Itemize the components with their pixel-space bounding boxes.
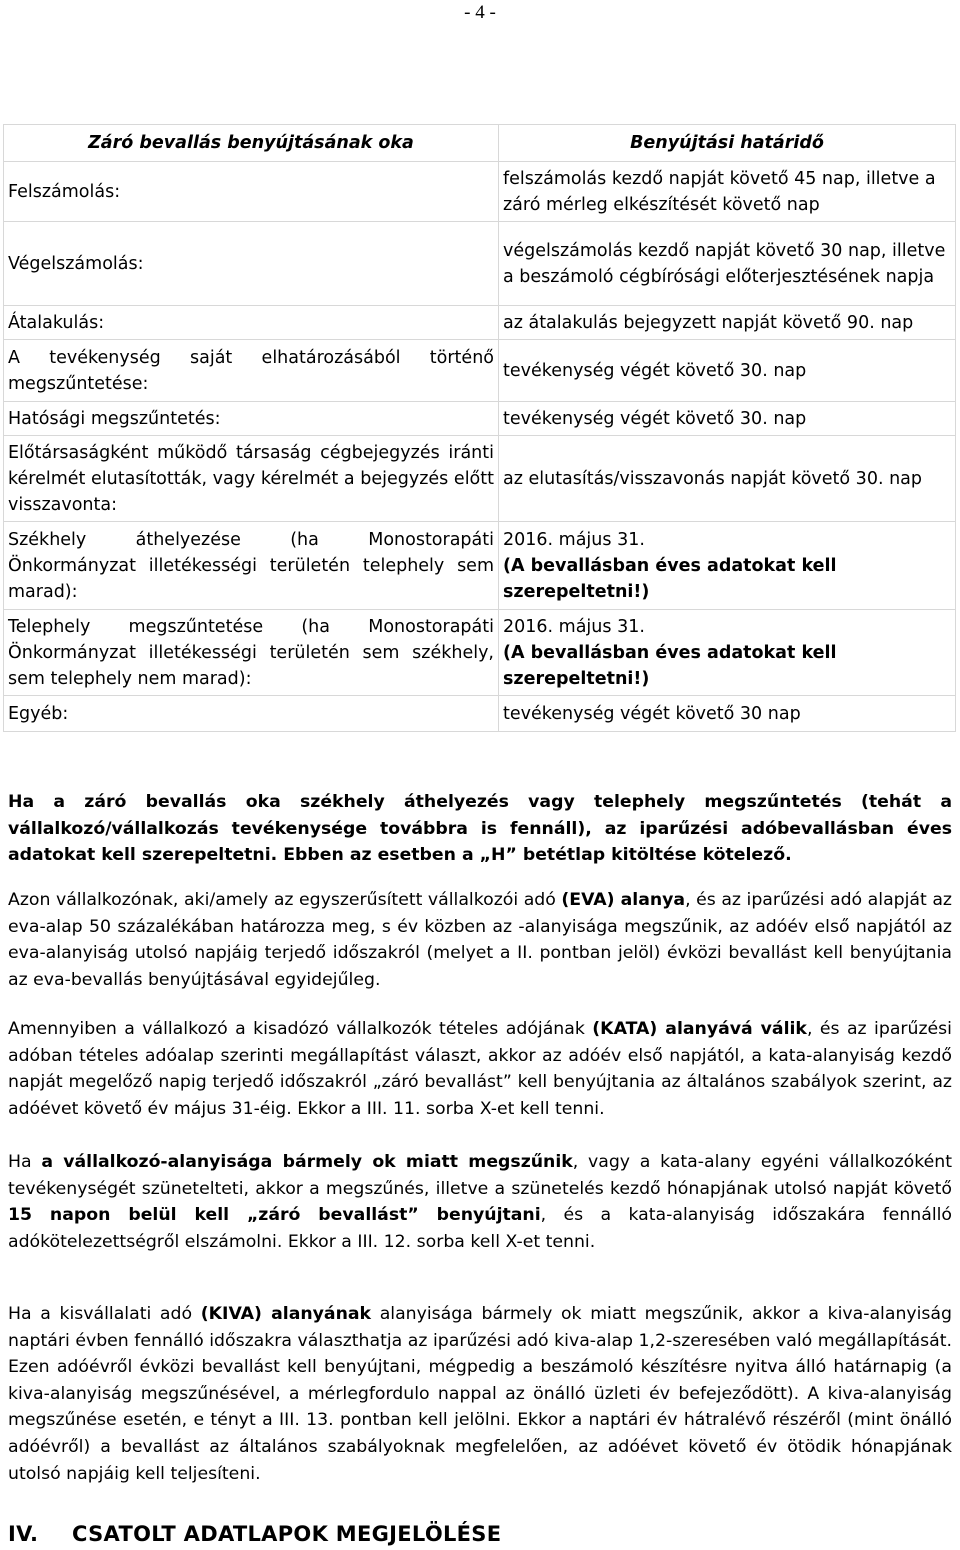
reason-cell: Előtársaságként működő társaság cégbejegyzés iránti kérelmét elutasították, vagy kérelmét a bejegyzés előtt visszavonta: <box>4 436 499 522</box>
paragraph-kiva <box>8 1301 952 1487</box>
table-row <box>4 402 956 436</box>
reason-cell: Felszámolás: <box>4 162 499 222</box>
paragraph-text: Azon vállalkozónak, aki/amely az egyszerűsített vállalkozói adó <box>8 890 562 910</box>
table-row <box>4 306 956 340</box>
deadline-cell: végelszámolás kezdő napját követő 30 nap, illetve a beszámoló cégbírósági előterjesztésének napja <box>499 222 956 306</box>
paragraph-text: , és az iparűzési adóban tételes adóalap szerinti megállapítást választ, akkor az adóév első napjától, a kata-alanyiság kezdő napját megelőző napig terjedő időszakról „záró bevallást” kell benyújtania az általános szabályok szerint, az adóévet követő év május 31-éig. Ekkor a III. 11. sorba X-et kell tenni. <box>8 1019 952 1119</box>
table-row <box>4 522 956 610</box>
deadline-note: (A bevallásban éves adatokat kell szerepeltetni!) <box>503 642 837 689</box>
deadline-date: 2016. május 31. <box>503 616 645 637</box>
deadline-cell: felszámolás kezdő napját követő 45 nap, illetve a záró mérleg elkészítését követő nap <box>499 162 956 222</box>
section-number: IV. <box>8 1522 39 1546</box>
deadline-table <box>3 124 956 732</box>
deadline-cell <box>499 522 956 610</box>
paragraph-bold: (KIVA) alanyának <box>200 1304 372 1324</box>
paragraph-eva <box>8 887 952 993</box>
paragraph-text: , és a kata-alanyiság időszakára fennálló adókötelezettségről elszámolni. Ekkor a III. 12. sorba kell X-et tenni. <box>8 1205 952 1252</box>
table-row <box>4 610 956 696</box>
reason-cell: A tevékenység saját elhatározásából történő megszűntetése: <box>4 340 499 402</box>
header-deadline: Benyújtási határidő <box>499 125 956 162</box>
paragraph-text: , és az iparűzési adó alapját az eva-alap 50 százalékában határozza meg, s év közben az -alanyisága megszűnik, az adóév első napjától az eva-alanyiság utolsó napjáig terjedő időszakról (melyet a II. pontban jelöl) évközi bevallást kell benyújtania az eva-bevallás benyújtásával egyidejűleg. <box>8 890 953 990</box>
table-header-row <box>4 125 956 162</box>
bold-notice <box>8 789 952 869</box>
reason-cell: Egyéb: <box>4 696 499 732</box>
paragraph-text: Ha <box>8 1152 42 1172</box>
deadline-cell: az elutasítás/visszavonás napját követő 30. nap <box>499 436 956 522</box>
paragraph-kata-1 <box>8 1016 952 1122</box>
paragraph-text: alanyisága bármely ok miatt megszűnik, akkor a kiva-alanyiság naptári évben fennálló időszakra választhatja az iparűzési adó kiva-alap 1,2-szeresében való megállapítását. Ezen adóévről évközi bevallást kell benyújtani, mégpedig a beszámoló készítésre nyitva álló határnapig (a kiva-alanyiság megszűnésével, a mérlegfordulo nappal az önálló üzleti év befejeződött). A kiva-alanyiság megszűnése esetén, e tényt a III. 13. pontban kell jelölni. Ekkor a naptári év hátralévő részéről (mint önálló adóévről) a bevallást az általános szabályoknak megfelelően, az adóévet követő év ötödik hónapjának utolsó napjáig kell teljesíteni. <box>8 1304 952 1484</box>
deadline-cell: tevékenység végét követő 30. nap <box>499 402 956 436</box>
deadline-cell: az átalakulás bejegyzett napját követő 90. nap <box>499 306 956 340</box>
table-row <box>4 696 956 732</box>
deadline-cell: tevékenység végét követő 30. nap <box>499 340 956 402</box>
paragraph-text: , vagy a kata-alany egyéni vállalkozóként tevékenységét szünetelteti, akkor a megszűnés, illetve a szünetelés kezdő hónapjának utolsó napját követő <box>8 1152 952 1199</box>
section-heading <box>8 1522 501 1546</box>
reason-cell: Hatósági megszűntetés: <box>4 402 499 436</box>
paragraph-kata-2 <box>8 1149 952 1255</box>
deadline-date: 2016. május 31. <box>503 529 645 550</box>
section-title: CSATOLT ADATLAPOK MEGJELÖLÉSE <box>72 1522 502 1546</box>
table-row <box>4 162 956 222</box>
notice-h-label: „H” <box>479 845 517 866</box>
deadline-cell <box>499 610 956 696</box>
paragraph-text: Amennyiben a vállalkozó a kisadózó vállalkozók tételes adójának <box>8 1019 593 1039</box>
notice-text: Ha a záró bevallás oka székhely áthelyezés vagy telephely megszűntetés (tehát a vállalkozó/vállalkozás tevékenysége továbbra is fennáll), az iparűzési adóbevallásban éves adatokat kell szerepeltetni. Ebben az esetben a <box>8 792 952 866</box>
paragraph-bold: a vállalkozó-alanyisága bármely ok miatt megszűnik <box>41 1152 573 1172</box>
paragraph-text: Ha a kisvállalati adó <box>8 1304 201 1324</box>
page-number: - 4 - <box>464 2 496 23</box>
paragraph-bold: 15 napon belül kell „záró bevallást” benyújtani <box>8 1205 541 1226</box>
deadline-cell: tevékenység végét követő 30 nap <box>499 696 956 732</box>
reason-cell: Végelszámolás: <box>4 222 499 306</box>
reason-cell: Telephely megszűntetése (ha Monostorapáti Önkormányzat illetékességi területén sem székhely, sem telephely nem marad): <box>4 610 499 696</box>
deadline-note: (A bevallásban éves adatokat kell szerepeltetni!) <box>503 555 837 602</box>
paragraph-bold: (KATA) alanyává válik <box>592 1019 807 1039</box>
table-row <box>4 222 956 306</box>
reason-cell: Székhely áthelyezése (ha Monostorapáti Önkormányzat illetékességi területén telephely sem marad): <box>4 522 499 610</box>
header-reason: Záró bevallás benyújtásának oka <box>4 125 499 162</box>
table-row <box>4 340 956 402</box>
table-row <box>4 436 956 522</box>
paragraph-bold: (EVA) alanya <box>561 890 686 910</box>
notice-text-end: betétlap kitöltése kötelező. <box>516 845 792 866</box>
reason-cell: Átalakulás: <box>4 306 499 340</box>
